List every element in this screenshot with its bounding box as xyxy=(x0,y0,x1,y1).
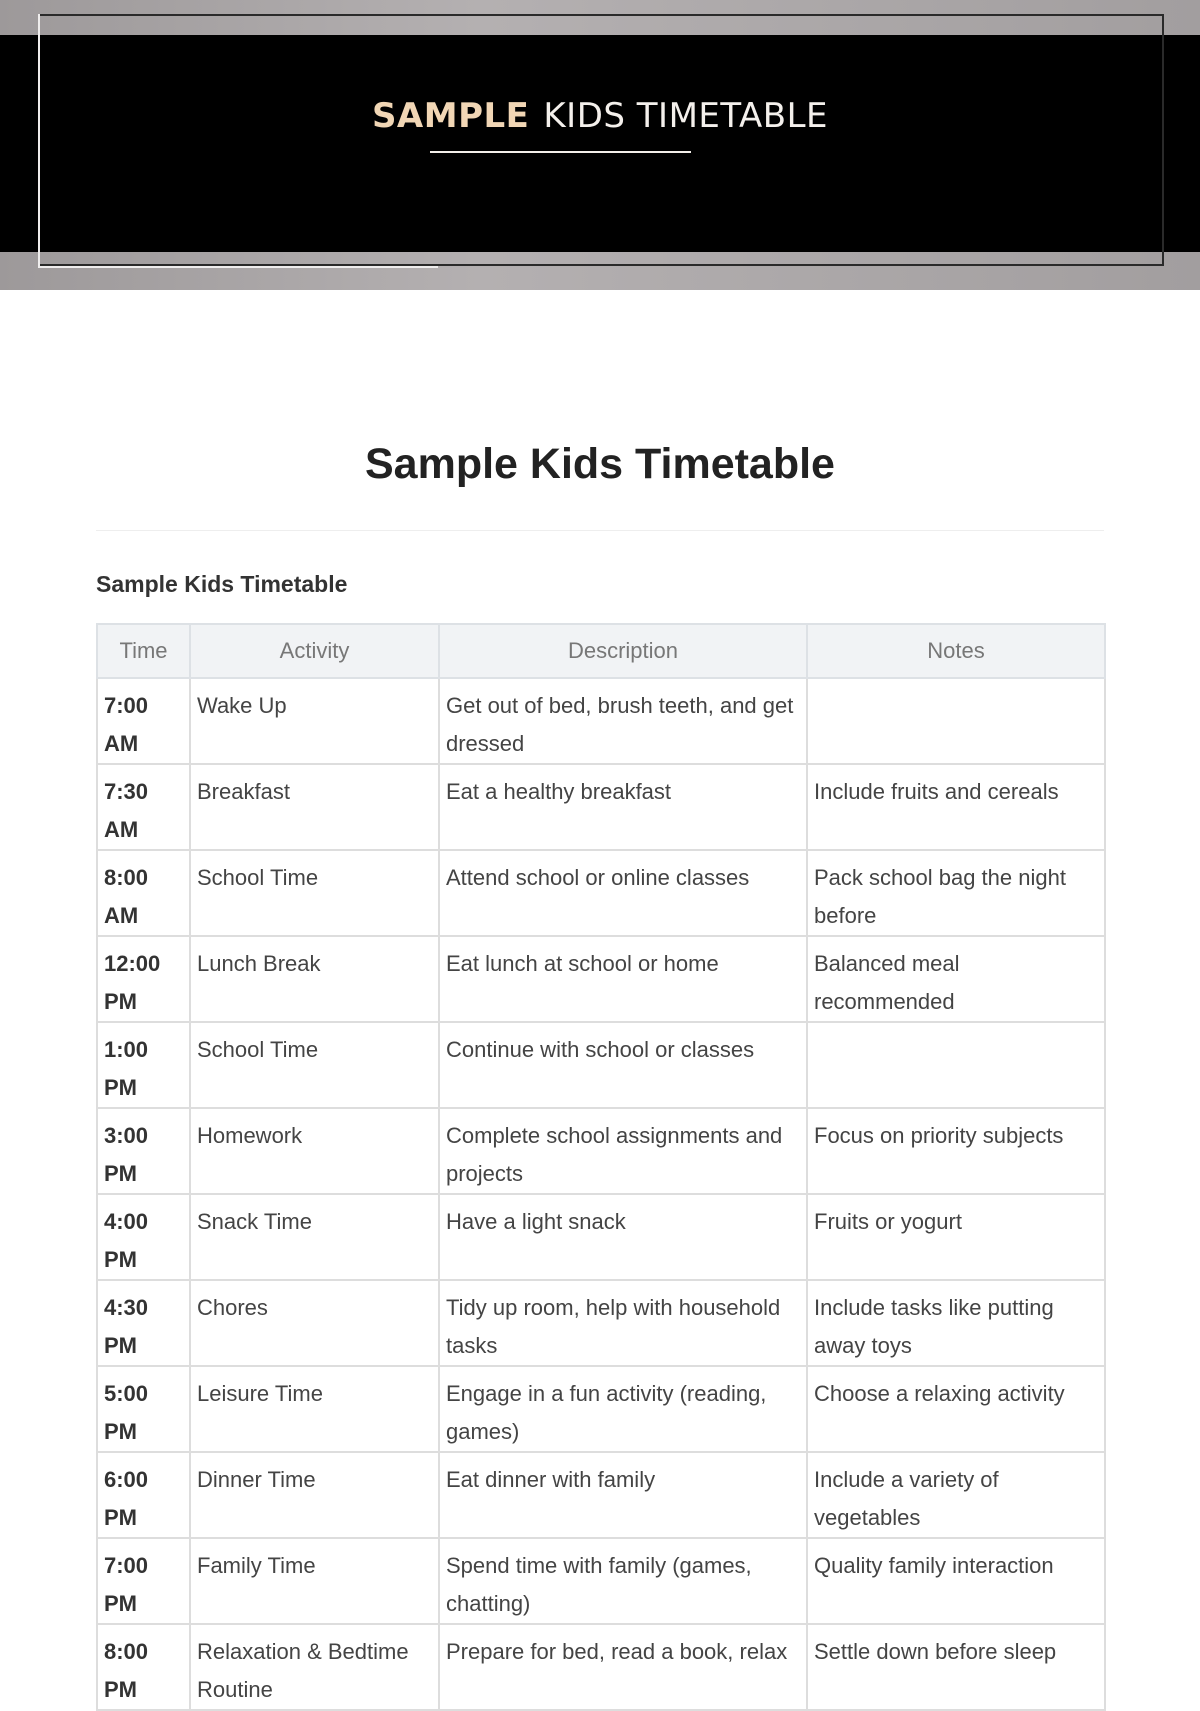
cell-activity: Relaxation & Bedtime Routine xyxy=(190,1624,439,1710)
cell-time: 4:00 PM xyxy=(97,1194,190,1280)
cell-description: Engage in a fun activity (reading, games) xyxy=(439,1366,807,1452)
cell-notes: Settle down before sleep xyxy=(807,1624,1105,1710)
cell-time: 8:00 AM xyxy=(97,850,190,936)
cell-activity: Snack Time xyxy=(190,1194,439,1280)
cell-description: Get out of bed, brush teeth, and get dressed xyxy=(439,678,807,764)
cell-notes: Quality family interaction xyxy=(807,1538,1105,1624)
banner-title xyxy=(0,96,1200,136)
cell-notes xyxy=(807,678,1105,764)
table-row xyxy=(97,1538,1105,1624)
cell-notes: Include fruits and cereals xyxy=(807,764,1105,850)
banner-title-bold: SAMPLE xyxy=(371,96,530,136)
cell-time: 1:00 PM xyxy=(97,1022,190,1108)
cell-activity: Leisure Time xyxy=(190,1366,439,1452)
table-row xyxy=(97,850,1105,936)
header-notes: Notes xyxy=(807,624,1105,678)
cell-time: 5:00 PM xyxy=(97,1366,190,1452)
title-divider xyxy=(96,530,1104,531)
banner-frame-left-highlight xyxy=(38,14,40,268)
cell-description: Prepare for bed, read a book, relax xyxy=(439,1624,807,1710)
cell-activity: School Time xyxy=(190,1022,439,1108)
header-time: Time xyxy=(97,624,190,678)
cell-description: Tidy up room, help with household tasks xyxy=(439,1280,807,1366)
cell-time: 8:00 PM xyxy=(97,1624,190,1710)
cell-description: Have a light snack xyxy=(439,1194,807,1280)
cell-description: Eat dinner with family xyxy=(439,1452,807,1538)
cell-description: Continue with school or classes xyxy=(439,1022,807,1108)
cell-notes: Include a variety of vegetables xyxy=(807,1452,1105,1538)
cell-activity: Lunch Break xyxy=(190,936,439,1022)
cell-activity: Dinner Time xyxy=(190,1452,439,1538)
cell-description: Eat a healthy breakfast xyxy=(439,764,807,850)
banner-underline xyxy=(430,151,691,153)
cell-notes: Choose a relaxing activity xyxy=(807,1366,1105,1452)
cell-time: 7:30 AM xyxy=(97,764,190,850)
table-row xyxy=(97,678,1105,764)
table-row xyxy=(97,1452,1105,1538)
banner-frame xyxy=(38,14,1164,266)
cell-activity: School Time xyxy=(190,850,439,936)
cell-notes: Include tasks like putting away toys xyxy=(807,1280,1105,1366)
table-row xyxy=(97,1624,1105,1710)
page-title: Sample Kids Timetable xyxy=(365,440,835,488)
cell-activity: Homework xyxy=(190,1108,439,1194)
table-row xyxy=(97,1194,1105,1280)
header-description: Description xyxy=(439,624,807,678)
cell-notes: Pack school bag the night before xyxy=(807,850,1105,936)
cell-time: 7:00 PM xyxy=(97,1538,190,1624)
cell-notes xyxy=(807,1022,1105,1108)
table-row xyxy=(97,1108,1105,1194)
cell-description: Eat lunch at school or home xyxy=(439,936,807,1022)
cell-description: Spend time with family (games, chatting) xyxy=(439,1538,807,1624)
table-caption: Sample Kids Timetable xyxy=(96,571,348,597)
timetable xyxy=(96,623,1106,1711)
cell-notes: Focus on priority subjects xyxy=(807,1108,1105,1194)
cell-activity: Chores xyxy=(190,1280,439,1366)
table-row xyxy=(97,1280,1105,1366)
cell-activity: Breakfast xyxy=(190,764,439,850)
cell-time: 6:00 PM xyxy=(97,1452,190,1538)
table-row xyxy=(97,1022,1105,1108)
table-row xyxy=(97,764,1105,850)
cell-description: Complete school assignments and projects xyxy=(439,1108,807,1194)
cell-activity: Wake Up xyxy=(190,678,439,764)
cell-notes: Fruits or yogurt xyxy=(807,1194,1105,1280)
table-row xyxy=(97,1366,1105,1452)
table-header-row xyxy=(97,624,1105,678)
cell-time: 4:30 PM xyxy=(97,1280,190,1366)
banner-frame-bottom-highlight xyxy=(38,266,438,268)
cell-time: 3:00 PM xyxy=(97,1108,190,1194)
cell-time: 12:00 PM xyxy=(97,936,190,1022)
cell-activity: Family Time xyxy=(190,1538,439,1624)
cell-time: 7:00 AM xyxy=(97,678,190,764)
banner-title-light: KIDS TIMETABLE xyxy=(543,96,829,136)
table-row xyxy=(97,936,1105,1022)
header-activity: Activity xyxy=(190,624,439,678)
cell-description: Attend school or online classes xyxy=(439,850,807,936)
cell-notes: Balanced meal recommended xyxy=(807,936,1105,1022)
